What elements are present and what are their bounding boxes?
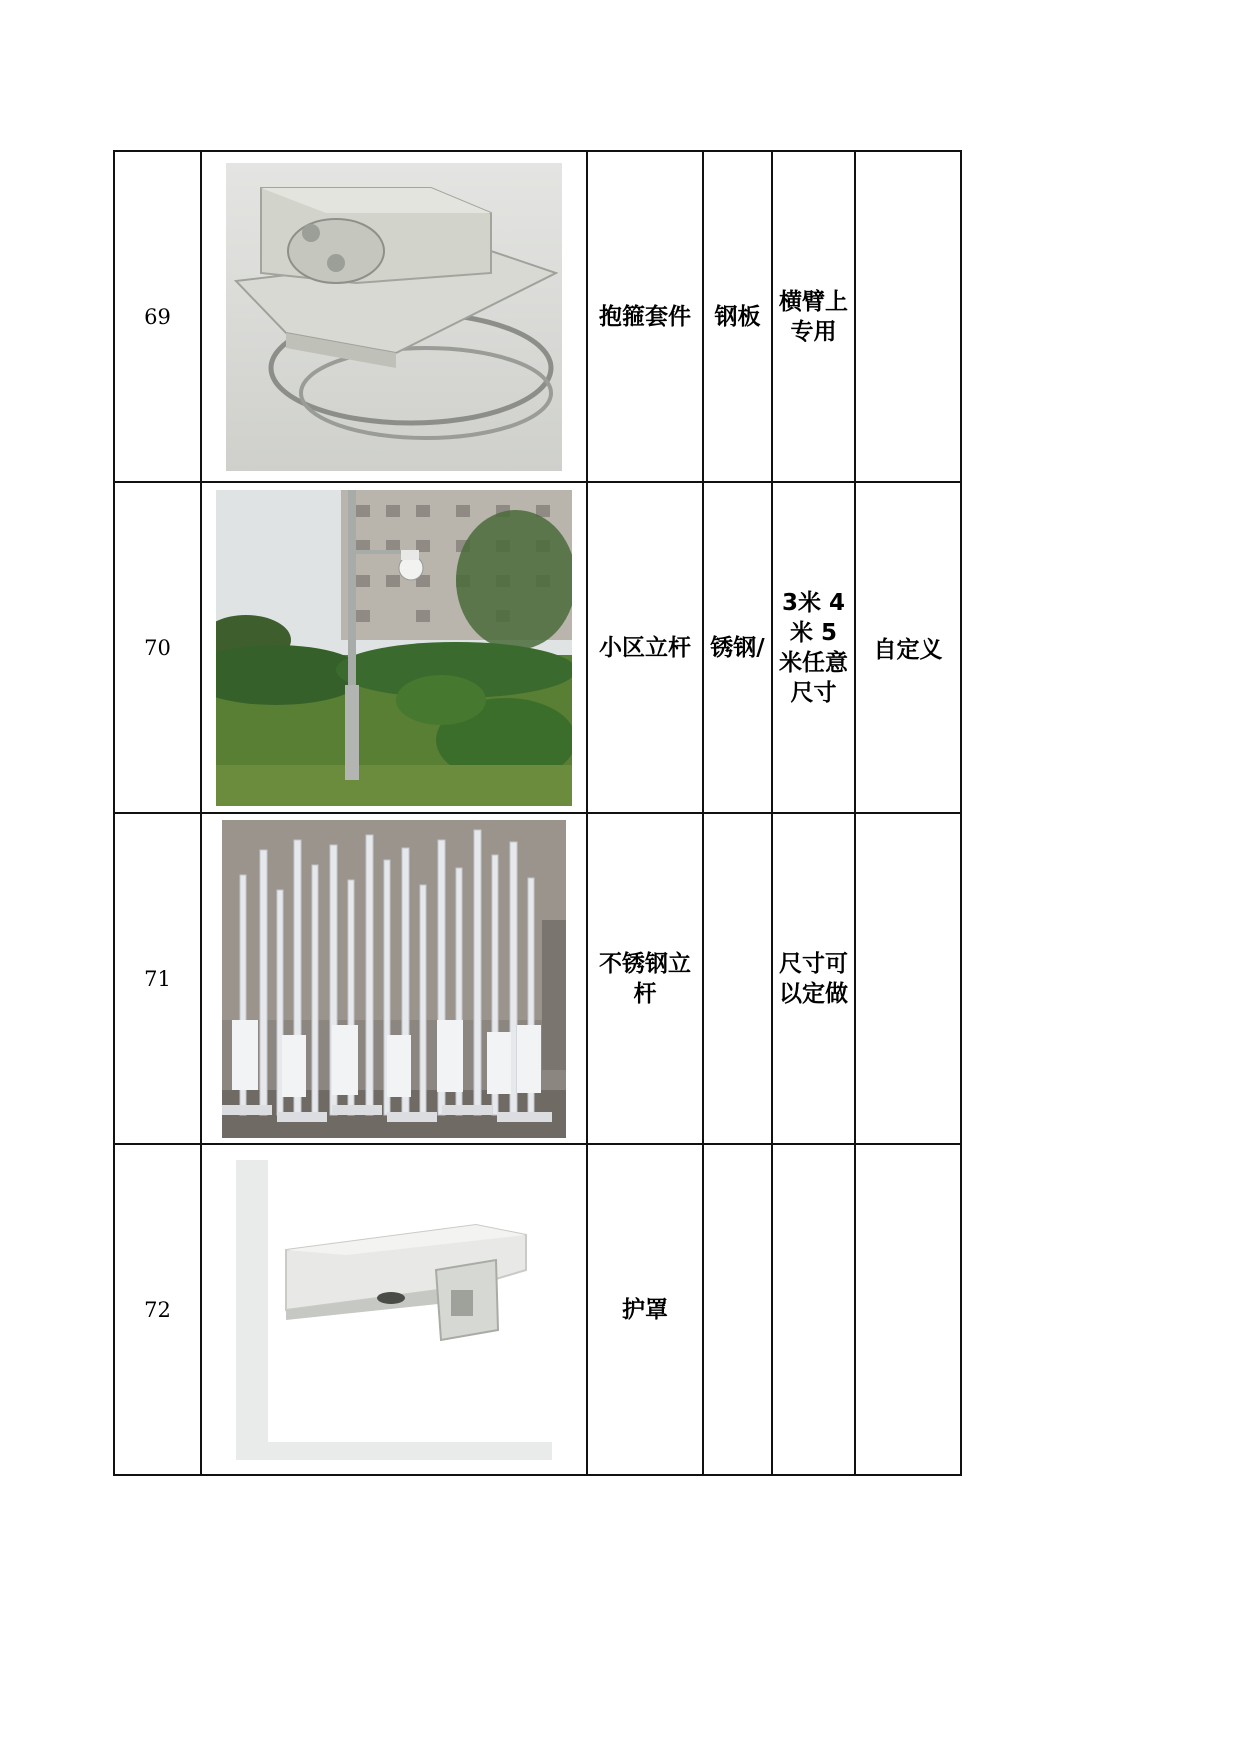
product-name: 抱箍套件 — [599, 303, 691, 330]
product-spec: 横臂上专用 — [779, 288, 848, 345]
table-row — [114, 1144, 961, 1475]
product-table — [113, 150, 962, 1476]
product-name: 护罩 — [622, 1296, 668, 1323]
camera-housing-photo — [236, 1160, 552, 1460]
product-name: 不锈钢立杆 — [599, 950, 691, 1007]
table-row — [114, 151, 961, 482]
product-image-cell — [201, 813, 587, 1144]
product-image-cell — [201, 482, 587, 813]
product-material: 钢板 — [714, 303, 761, 330]
bracket-clamp-kit-photo — [226, 163, 562, 471]
table-row — [114, 482, 961, 813]
row-number: 69 — [114, 151, 201, 482]
product-note: 自定义 — [873, 637, 943, 663]
product-image-cell — [201, 1144, 587, 1475]
row-number: 71 — [114, 813, 201, 1144]
product-spec: 3米 4米 5米任意尺寸 — [779, 589, 848, 706]
row-number: 72 — [114, 1144, 201, 1475]
product-spec: 尺寸可以定做 — [779, 950, 848, 1007]
product-material: 锈钢/ — [710, 634, 765, 661]
residential-camera-pole-photo — [216, 490, 572, 806]
stainless-poles-photo — [222, 820, 566, 1138]
product-name: 小区立杆 — [599, 634, 691, 661]
row-number: 70 — [114, 482, 201, 813]
product-image-cell — [201, 151, 587, 482]
table-row — [114, 813, 961, 1144]
